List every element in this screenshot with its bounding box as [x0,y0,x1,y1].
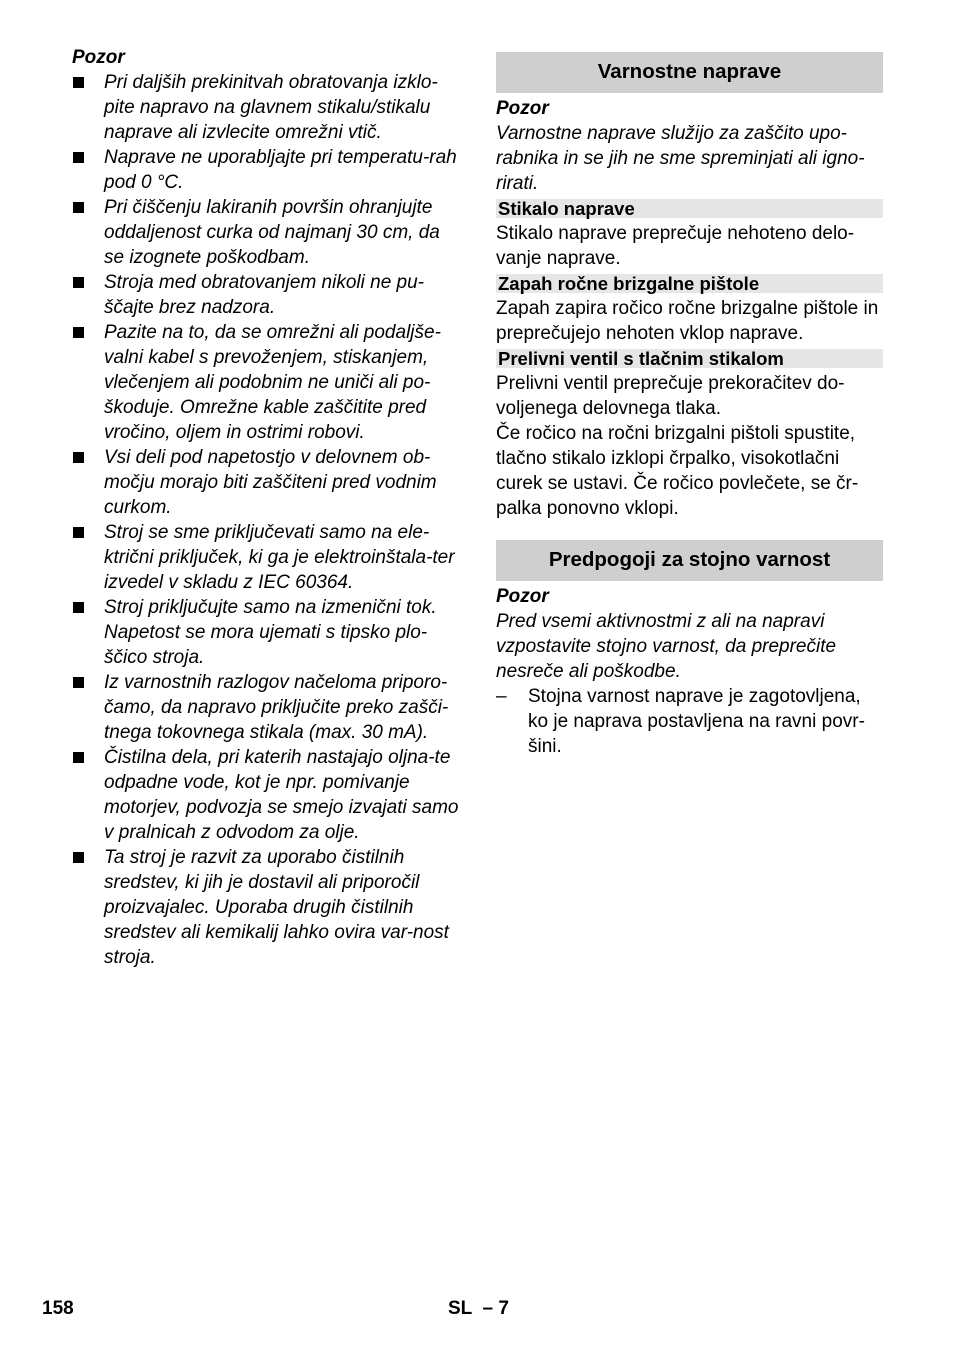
stability-dash-list [496,684,883,759]
right-column [496,45,883,759]
warning-heading: Pozor [72,47,125,68]
subheading-overflow-valve: Prelivni ventil s tlačnim stikalom [496,349,883,368]
warning-list-item [72,270,460,320]
device-switch-text: Stikalo naprave preprečuje nehoteno delo-vanje naprave. [496,223,855,269]
trigger-lock-text: Zapah zapira ročico ročne brizgalne pištole in preprečujejo nehoten vklop naprave. [496,298,879,344]
dash-list-item [496,684,883,759]
square-bullet-icon [73,452,84,463]
warning-list-item [72,595,460,670]
warning-list-item [72,320,460,445]
warning-list-item-text: Stroj se sme priključevati samo na ele-ktrični priključek, ki ga je elektroinštala-ter izvedel v skladu z IEC 60364. [104,522,455,593]
overflow-valve-text-1: Prelivni ventil preprečuje prekoračitev do-voljenega delovnega tlaka. [496,373,845,419]
section-title-stability: Predpogoji za stojno varnost [496,540,883,581]
dash-bullet-icon: – [496,686,507,707]
warning-list-item-text: Pri daljših prekinitvah obratovanja izklo-pite napravo na glavnem stikalu/stikalu naprave ali izvlecite omrežni vtič. [104,72,438,143]
square-bullet-icon [73,277,84,288]
warning-list-item-text: Naprave ne uporabljajte pri temperatu-rah pod 0 °C. [104,147,457,193]
warning-list-item-text: Stroj priključujte samo na izmenični tok. Napetost se mora ujemati s tipsko plo-ščico stroja. [104,597,437,668]
warning-list-item-text: Ta stroj je razvit za uporabo čistilnih sredstev, ki jih je dostavil ali priporočil proizvajalec. Uporaba drugih čistilnih sredstev ali kemikalij lahko ovira var-nost stroja. [104,847,449,968]
section-title-safety-devices: Varnostne naprave [496,52,883,93]
warning-list-item [72,195,460,270]
warning-list-item-text: Iz varnostnih razlogov načeloma priporo-čamo, da napravo priključite preko zašči-tnega tokovnega stikala (max. 30 mA). [104,672,449,743]
overflow-valve-text-2: Če ročico na ročni brizgalni pištoli spustite, tlačno stikalo izklopi črpalko, visokotlačni curek se ustavi. Če ročico povlečete, se čr-palka ponovno vklopi. [496,423,859,519]
warning-list-item [72,445,460,520]
warning-list-item [72,745,460,845]
page-language-code: SL – 7 [448,1298,509,1319]
warning-list [72,70,460,970]
square-bullet-icon [73,677,84,688]
safety-devices-intro: Varnostne naprave služijo za zaščito upo-rabnika in se jih ne sme spreminjati ali igno-rirati. [496,123,865,194]
warning-list-item [72,520,460,595]
warning-list-item-text: Vsi deli pod napetostjo v delovnem ob-močju morajo biti zaščiteni pred vodnim curkom. [104,447,437,518]
warning-list-item [72,670,460,745]
warning-list-item [72,145,460,195]
warning-list-item-text: Stroja med obratovanjem nikoli ne pu-ščajte brez nadzora. [104,272,425,318]
warning-list-item-text: Pazite na to, da se omrežni ali podaljše-valni kabel s prevoženjem, stiskanjem, vlečenjem ali podobnim ne uniči ali po-škoduje. Omrežne kable zaščitite pred vročino, oljem in ostrimi robovi. [104,322,441,443]
subheading-trigger-lock: Zapah ročne brizgalne pištole [496,274,883,293]
square-bullet-icon [73,327,84,338]
page-number: 158 [42,1298,74,1319]
warning-list-item [72,70,460,145]
square-bullet-icon [73,527,84,538]
stability-intro: Pred vsemi aktivnostmi z ali na napravi vzpostavite stojno varnost, da preprečite nesreče ali poškodbe. [496,611,837,682]
square-bullet-icon [73,752,84,763]
warning-list-item [72,845,460,970]
warning-list-item-text: Pri čiščenju lakiranih površin ohranjujte oddaljenost curka od najmanj 30 cm, da se izognete poškodbam. [104,197,440,268]
square-bullet-icon [73,77,84,88]
safety-devices-warning-heading: Pozor [496,98,549,119]
dash-list-item-text: Stojna varnost naprave je zagotovljena, ko je naprava postavljena na ravni povr-šini. [528,686,865,757]
subheading-device-switch: Stikalo naprave [496,199,883,218]
square-bullet-icon [73,152,84,163]
square-bullet-icon [73,852,84,863]
warning-list-item-text: Čistilna dela, pri katerih nastajajo oljna-te odpadne vode, kot je npr. pomivanje motorjev, podvozja se smejo izvajati samo v pralnicah z odvodom za olje. [104,747,459,843]
left-column [72,45,460,970]
stability-warning-heading: Pozor [496,586,549,607]
square-bullet-icon [73,202,84,213]
square-bullet-icon [73,602,84,613]
